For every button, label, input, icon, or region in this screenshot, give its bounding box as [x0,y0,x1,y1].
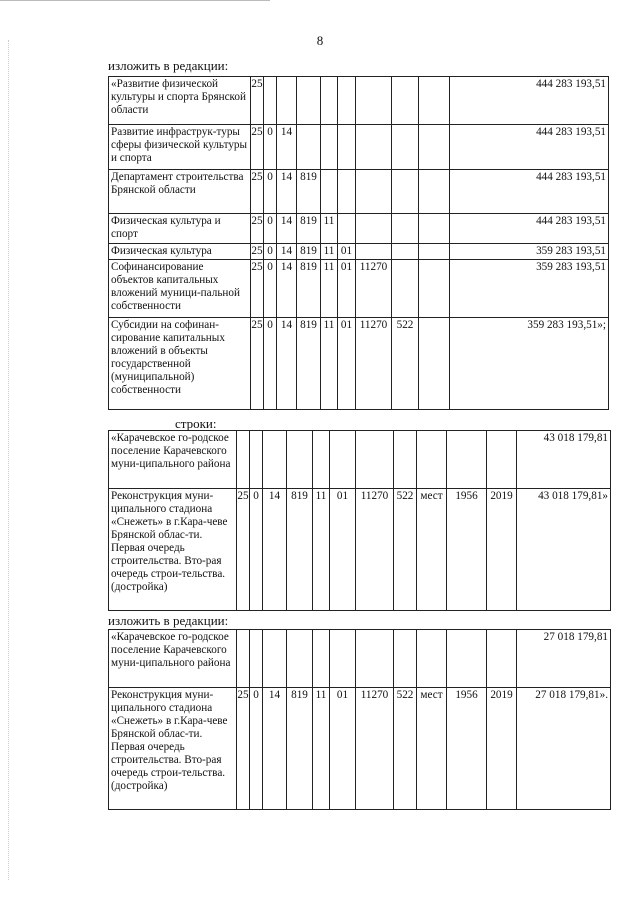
code-cell [338,77,356,125]
table-row [109,77,609,125]
code-cell [419,214,450,244]
code-cell: 0 [264,318,277,410]
code-cell: 25 [237,489,250,611]
code-cell: 819 [287,489,313,611]
code-cell [487,630,517,688]
code-cell [277,77,297,125]
row-name-cell: «Карачевское го-родское поселение Карачевского муни-ципального района [109,431,237,489]
code-cell: 11270 [356,688,394,810]
code-cell: 01 [338,318,356,410]
row-name-cell: «Карачевское го-родское поселение Карачевского муни-ципального района [109,630,237,688]
code-cell [392,77,419,125]
code-cell [417,630,447,688]
code-cell [338,170,356,214]
code-cell [392,244,419,260]
code-cell: 25 [251,77,264,125]
code-cell [287,630,313,688]
code-cell [356,244,392,260]
code-cell [321,125,338,170]
code-cell: 11 [321,244,338,260]
code-cell [392,260,419,318]
code-cell: 11 [321,260,338,318]
amount-cell: 444 283 193,51 [450,214,609,244]
code-cell [287,431,313,489]
code-cell: 11 [313,688,330,810]
code-cell: 14 [263,688,287,810]
code-cell: 01 [338,260,356,318]
code-cell: 0 [250,688,263,810]
code-cell: 11 [321,318,338,410]
code-cell: 25 [251,214,264,244]
caption-edit-2: изложить в редакции: [108,613,229,628]
amount-cell: 359 283 193,51 [450,244,609,260]
code-cell: 0 [264,244,277,260]
code-cell: 14 [277,318,297,410]
code-cell [356,431,394,489]
code-cell [394,630,417,688]
code-cell: 819 [297,244,321,260]
amount-cell: 43 018 179,81 [517,431,611,489]
code-cell [338,125,356,170]
code-cell [419,125,450,170]
code-cell [321,77,338,125]
code-cell: 14 [277,214,297,244]
code-cell [313,630,330,688]
table-row [109,170,609,214]
table-row [109,318,609,410]
code-cell [330,630,356,688]
row-name-cell: Департамент строительства Брянской области [109,170,251,214]
code-cell: 1956 [447,688,487,810]
row-name-cell: Субсидии на софинан-сирование капитальных вложений в объекты государственной (муниципальной) собственности [109,318,251,410]
code-cell: 0 [250,489,263,611]
code-cell [419,260,450,318]
top-rule [0,0,270,1]
code-cell: 14 [277,125,297,170]
code-cell: 819 [297,214,321,244]
code-cell: 522 [394,489,417,611]
code-cell [356,125,392,170]
code-cell: 0 [264,170,277,214]
code-cell: 11270 [356,318,392,410]
code-cell: 0 [264,260,277,318]
code-cell: 0 [264,125,277,170]
table-budget-lines-2 [108,430,611,611]
caption-rows: строки: [175,416,217,431]
code-cell: 14 [263,489,287,611]
row-name-cell: Развитие инфраструк-туры сферы физической культуры и спорта [109,125,251,170]
code-cell [394,431,417,489]
row-name-cell: «Развитие физической культуры и спорта Брянской области [109,77,251,125]
table-budget-lines-3 [108,629,611,810]
code-cell [313,431,330,489]
code-cell: 0 [264,214,277,244]
code-cell: 01 [338,244,356,260]
margin-dots [8,40,9,880]
code-cell: 14 [277,260,297,318]
code-cell [250,431,263,489]
amount-cell: 359 283 193,51 [450,260,609,318]
caption-edit-1: изложить в редакции: [108,58,229,73]
code-cell [250,630,263,688]
code-cell: 25 [251,244,264,260]
code-cell: мест [417,489,447,611]
code-cell: 11 [313,489,330,611]
amount-cell: 27 018 179,81». [517,688,611,810]
code-cell: 01 [330,489,356,611]
code-cell: 11270 [356,260,392,318]
code-cell [392,170,419,214]
row-name-cell: Физическая культура [109,244,251,260]
code-cell: 25 [251,125,264,170]
code-cell: 2019 [487,688,517,810]
table-row [109,630,611,688]
code-cell: 25 [237,688,250,810]
code-cell: 25 [251,170,264,214]
code-cell: 522 [394,688,417,810]
code-cell: 14 [277,170,297,214]
table-row [109,260,609,318]
code-cell [297,77,321,125]
row-name-cell: Физическая культура и спорт [109,214,251,244]
row-name-cell: Реконструкция муни-ципального стадиона «Снежеть» в г.Кара-чеве Брянской облас-ти. Первая очередь строительства. Вто-рая очередь строи-тельства. (достройка) [109,688,237,810]
code-cell [264,77,277,125]
code-cell: 11270 [356,489,394,611]
code-cell [237,630,250,688]
code-cell [330,431,356,489]
code-cell [263,431,287,489]
code-cell [392,214,419,244]
code-cell: 14 [277,244,297,260]
page-number: 8 [316,33,324,48]
code-cell: 819 [297,318,321,410]
code-cell [356,630,394,688]
code-cell [447,630,487,688]
code-cell [417,431,447,489]
amount-cell: 27 018 179,81 [517,630,611,688]
code-cell [487,431,517,489]
amount-cell: 359 283 193,51»; [450,318,609,410]
code-cell: 25 [251,260,264,318]
code-cell [321,170,338,214]
table-row [109,214,609,244]
code-cell: мест [417,688,447,810]
amount-cell: 444 283 193,51 [450,170,609,214]
row-name-cell: Софинансирование объектов капитальных вложений муници-пальной собственности [109,260,251,318]
table-row [109,244,609,260]
table-row [109,125,609,170]
code-cell [419,318,450,410]
amount-cell: 444 283 193,51 [450,77,609,125]
code-cell [263,630,287,688]
code-cell [356,77,392,125]
code-cell: 11 [321,214,338,244]
code-cell: 819 [297,260,321,318]
row-name-cell: Реконструкция муни-ципального стадиона «Снежеть» в г.Кара-чеве Брянской облас-ти. Первая очередь строительства. Вто-рая очередь строи-тельства. (достройка) [109,489,237,611]
code-cell: 25 [251,318,264,410]
table-budget-lines-1 [108,76,609,410]
amount-cell: 444 283 193,51 [450,125,609,170]
code-cell: 819 [297,170,321,214]
code-cell [419,170,450,214]
code-cell [392,125,419,170]
code-cell: 1956 [447,489,487,611]
code-cell [237,431,250,489]
code-cell: 522 [392,318,419,410]
amount-cell: 43 018 179,81» [517,489,611,611]
code-cell [419,77,450,125]
code-cell: 819 [287,688,313,810]
table-row [109,431,611,489]
code-cell [447,431,487,489]
code-cell [356,170,392,214]
table-row [109,489,611,611]
code-cell [338,214,356,244]
code-cell [419,244,450,260]
code-cell [297,125,321,170]
code-cell: 2019 [487,489,517,611]
code-cell [356,214,392,244]
code-cell: 01 [330,688,356,810]
table-row [109,688,611,810]
